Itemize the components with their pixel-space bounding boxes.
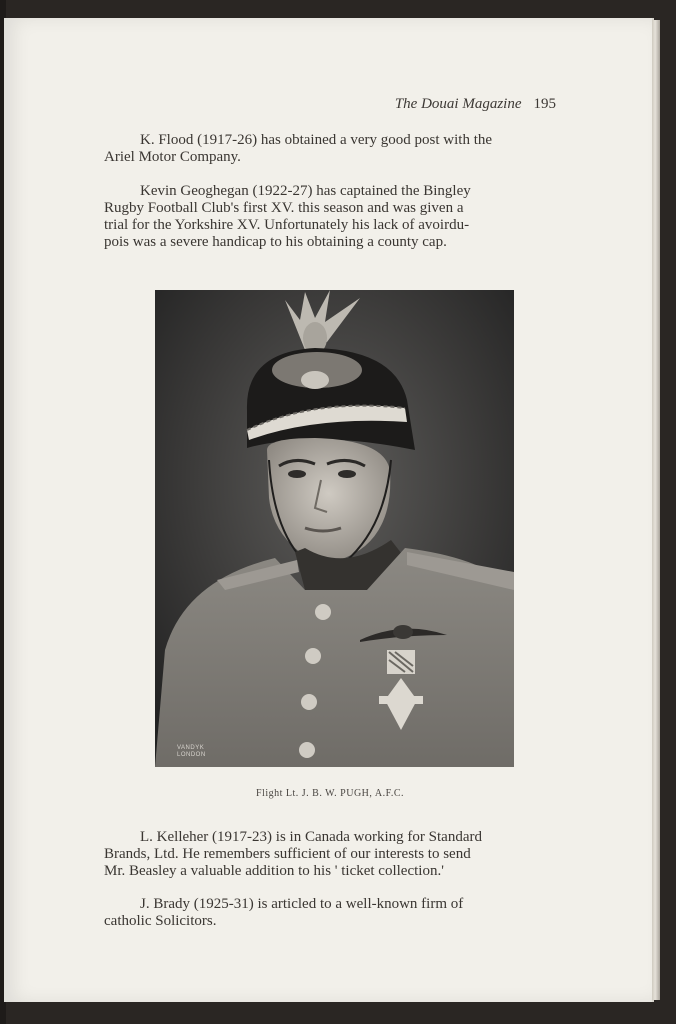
paragraph-geoghegan: Kevin Geoghegan (1922-27) has captained the Bingley Rugby Football Club's first XV. this season and was given a trial for the Yorkshire XV. Unfortunately his lack of avoirdu- pois was a severe handicap to his obtaining a county cap. — [104, 183, 471, 250]
paragraph-brady: J. Brady (1925-31) is articled to a well-known firm of catholic Solicitors. — [104, 896, 464, 929]
magazine-title: The Douai Magazine — [394, 96, 522, 112]
paragraph-kelleher: L. Kelleher (1917-23) is in Canada working for Standard Brands, Ltd. He remembers sufficient of our interests to send Mr. Beasley a valuable addition to his ' ticket collection.' — [104, 829, 482, 879]
page-edge — [652, 20, 660, 1000]
portrait-illustration — [155, 290, 514, 767]
paragraph-flood: K. Flood (1917-26) has obtained a very good post with the Ariel Motor Company. — [104, 132, 493, 165]
studio-mark: VANDYK LONDON — [177, 745, 206, 758]
portrait-photo — [155, 290, 514, 767]
photo-caption: Flight Lt. J. B. W. PUGH, A.F.C. — [255, 788, 404, 799]
page-number: 195 — [533, 96, 556, 112]
running-header — [104, 96, 556, 113]
